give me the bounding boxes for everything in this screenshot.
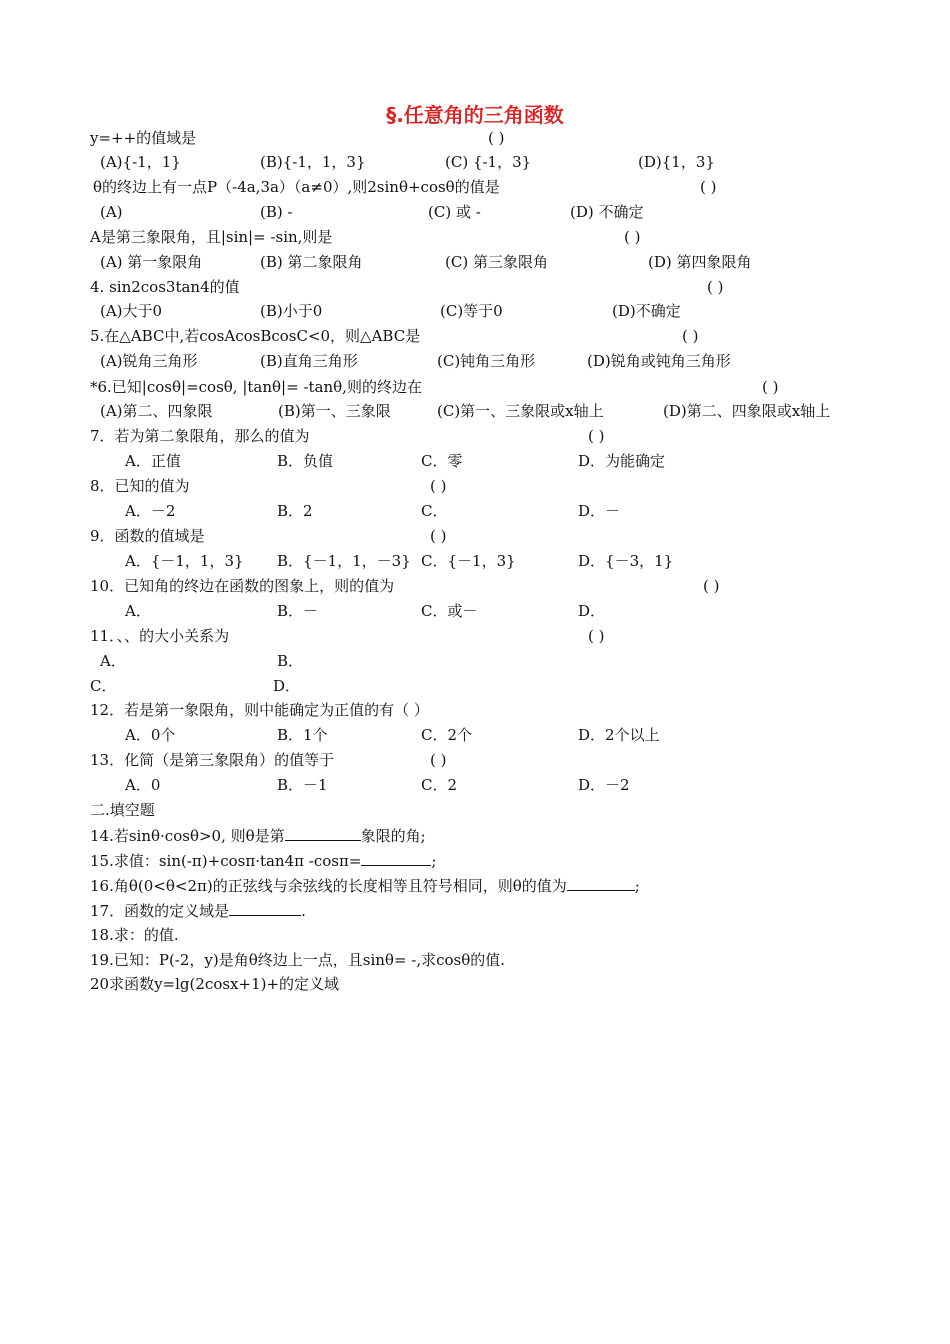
fill-in-prompt: 15.求值：sin(-π)+cosπ·tan4π -cosπ= (90, 852, 362, 870)
line-text: ( ) (624, 228, 641, 246)
line-text: C． (421, 502, 448, 520)
line-text: (D)不确定 (612, 302, 681, 320)
answer-blank[interactable] (567, 874, 635, 891)
line-text: ( ) (700, 178, 717, 196)
line-text: D．为能确定 (578, 452, 666, 470)
line-text: B．1个 (277, 726, 328, 744)
question-line (0, 675, 950, 697)
line-text: 18.求：的值. (90, 926, 179, 944)
line-text: 二.填空题 (90, 801, 155, 819)
question-line (0, 450, 950, 472)
line-text: B． (277, 652, 304, 670)
fill-in-prompt: 17．函数的定义域是 (90, 902, 230, 920)
question-line (0, 600, 950, 622)
line-text: (C) 或 - (428, 203, 481, 221)
line-text: (C) {-1，3} (445, 153, 532, 171)
question-line (0, 151, 950, 173)
question-line (0, 201, 950, 223)
answer-blank[interactable] (361, 849, 431, 866)
question-line (0, 425, 950, 447)
line-text: A是第三象限角，且|sin|= -sin,则是 (90, 228, 333, 246)
question-line (0, 799, 950, 821)
question-line (0, 127, 950, 149)
fill-in-prompt: 14.若sinθ·cosθ>0, 则θ是第 (90, 827, 285, 845)
line-text: (B)直角三角形 (260, 352, 358, 370)
question-line (0, 550, 950, 572)
answer-blank[interactable] (229, 899, 301, 916)
page-title: §.任意角的三角函数 (386, 103, 564, 127)
line-text: (B)第一、三象限 (278, 402, 391, 420)
question-line (0, 300, 950, 322)
line-text: 12．若是第一象限角，则中能确定为正值的有（ ） (90, 701, 429, 719)
fill-in-question (0, 849, 950, 871)
line-text: (B) - (260, 203, 293, 221)
question-line (0, 949, 950, 971)
line-text: 19.已知：P(-2，y)是角θ终边上一点，且sinθ= -,求cosθ的值. (90, 951, 506, 969)
line-text: B．负值 (277, 452, 334, 470)
question-line (0, 251, 950, 273)
line-text: 8．已知的值为 (90, 477, 190, 495)
line-text: C．或－ (421, 602, 478, 620)
line-text: ( ) (430, 527, 447, 545)
line-text: B．－1 (277, 776, 328, 794)
fill-in-prompt: 16.角θ(0<θ<2π)的正弦线与余弦线的长度相等且符号相同，则θ的值为 (90, 877, 567, 895)
question-line (0, 500, 950, 522)
line-text: C．{－1，3} (421, 552, 516, 570)
fill-in-suffix: . (301, 902, 306, 920)
line-text: (B)小于0 (260, 302, 323, 320)
question-line (0, 475, 950, 497)
fill-in-text (90, 899, 306, 922)
question-line (0, 924, 950, 946)
line-text: ( ) (588, 627, 605, 645)
line-text: (B) 第二象限角 (260, 253, 363, 271)
line-text: ( ) (488, 129, 505, 147)
question-line (0, 226, 950, 248)
line-text: (D)锐角或钝角三角形 (587, 352, 731, 370)
line-text: D．{－3，1} (578, 552, 674, 570)
line-text: (A)大于0 (100, 302, 163, 320)
line-text: 11．、、的大小关系为 (90, 627, 230, 645)
line-text: ( ) (588, 427, 605, 445)
line-text: (D) 不确定 (570, 203, 644, 221)
line-text: ( ) (430, 477, 447, 495)
line-text: (A)第二、四象限 (100, 402, 213, 420)
line-text: (C)第一、三象限或x轴上 (437, 402, 604, 420)
line-text: 9．函数的值域是 (90, 527, 205, 545)
line-text: A．－2 (125, 502, 176, 520)
line-text: (D)第二、四象限或x轴上 (663, 402, 831, 420)
line-text: D． (273, 677, 301, 695)
line-text: ( ) (430, 751, 447, 769)
question-line (0, 774, 950, 796)
line-text: D．2个以上 (578, 726, 660, 744)
question-line (0, 973, 950, 995)
line-text: (B){-1，1，3} (260, 153, 366, 171)
question-line (0, 376, 950, 398)
question-line (0, 276, 950, 298)
question-line (0, 724, 950, 746)
line-text: A． (125, 602, 151, 620)
line-text: (A) 第一象限角 (100, 253, 203, 271)
line-text: C．2个 (421, 726, 473, 744)
line-text: (D){1，3} (638, 153, 715, 171)
line-text: (A){-1，1} (100, 153, 181, 171)
line-text: C．2 (421, 776, 458, 794)
line-text: 20求函数y=lg(2cosx+1)+的定义域 (90, 975, 340, 993)
line-text: A．0个 (125, 726, 176, 744)
fill-in-question (0, 824, 950, 846)
fill-in-suffix: ; (431, 852, 437, 870)
line-text: *6.已知|cosθ|=cosθ, |tanθ|= -tanθ,则的终边在 (90, 378, 422, 396)
line-text: B．－ (277, 602, 319, 620)
line-text: ( ) (707, 278, 724, 296)
line-text: 5.在△ABC中,若cosAcosBcosC<0，则△ABC是 (90, 327, 421, 345)
line-text: ( ) (703, 577, 720, 595)
line-text: (C)等于0 (440, 302, 503, 320)
fill-in-suffix: ; (634, 877, 640, 895)
line-text: (C)钝角三角形 (437, 352, 536, 370)
line-text: B．2 (277, 502, 313, 520)
line-text: 7．若为第二象限角，那么的值为 (90, 427, 310, 445)
question-line (0, 699, 950, 721)
question-line (0, 749, 950, 771)
line-text: ( ) (762, 378, 779, 396)
line-text: D． (578, 602, 606, 620)
line-text: A．{－1，1，3} (125, 552, 244, 570)
fill-in-suffix: 象限的角; (360, 827, 426, 845)
line-text: C．零 (421, 452, 463, 470)
line-text: (A) (100, 203, 123, 221)
line-text: (A)锐角三角形 (100, 352, 198, 370)
question-line (0, 350, 950, 372)
line-text: ( ) (682, 327, 699, 345)
question-line (0, 625, 950, 647)
fill-in-text (90, 874, 640, 897)
fill-in-question (0, 874, 950, 896)
line-text: A．0 (125, 776, 161, 794)
line-text: D．－2 (578, 776, 630, 794)
line-text: 4. sin2cos3tan4的值 (90, 278, 240, 296)
line-text: D．－ (578, 502, 621, 520)
line-text: A． (100, 652, 126, 670)
question-line (0, 325, 950, 347)
fill-in-question (0, 899, 950, 921)
fill-in-text (90, 824, 426, 847)
line-text: 10．已知角的终边在函数的图象上，则的值为 (90, 577, 395, 595)
line-text: B．{－1，1，－3} (277, 552, 411, 570)
question-line (0, 176, 950, 198)
question-line (0, 400, 950, 422)
question-line (0, 525, 950, 547)
answer-blank[interactable] (285, 824, 361, 841)
question-line (0, 650, 950, 672)
line-text: (D) 第四象限角 (648, 253, 752, 271)
line-text: C． (90, 677, 117, 695)
question-line (0, 575, 950, 597)
line-text: A．正值 (125, 452, 181, 470)
line-text: (C) 第三象限角 (445, 253, 548, 271)
fill-in-text (90, 849, 436, 872)
line-text: y=++的值域是 (90, 129, 197, 147)
line-text: θ的终边上有一点P（-4a,3a）（a≠0）,则2sinθ+cosθ的值是 (93, 178, 500, 196)
line-text: 13．化简（是第三象限角）的值等于 (90, 751, 335, 769)
